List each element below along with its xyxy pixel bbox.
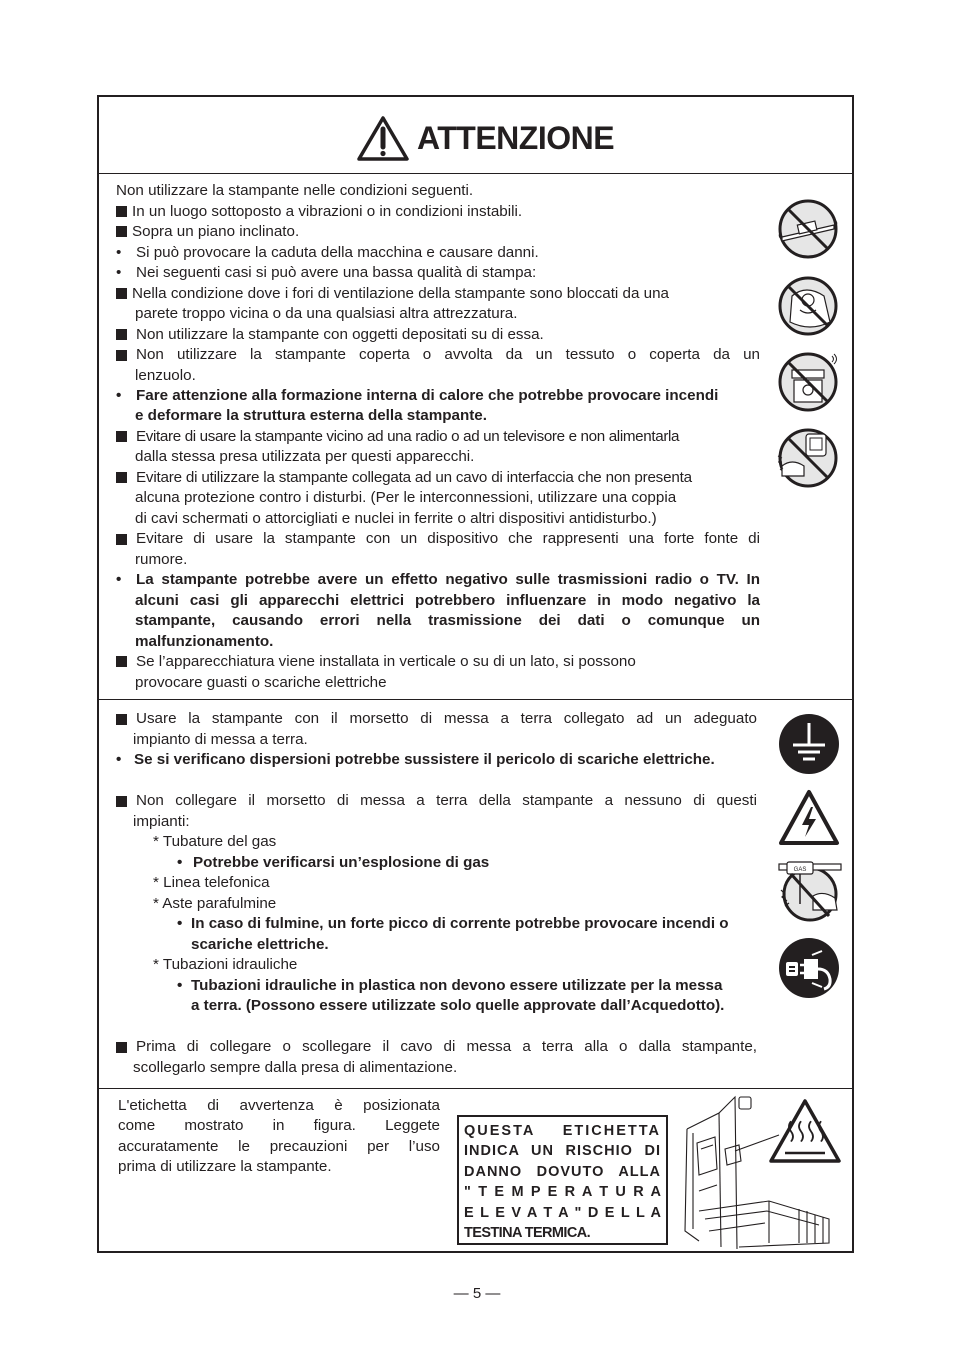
text-line: scollegarlo sempre dalla presa di alimentazione. [133,1059,458,1076]
section-usage-conditions [99,174,852,700]
text-line: lenzuolo. [135,367,196,384]
header [99,97,852,174]
section-grounding [99,700,852,1089]
label-line: QUESTA ETICHETTA [464,1123,661,1139]
text-line: impianto di messa a terra. [133,731,308,748]
warning-triangle-icon [357,115,409,161]
square-bullet-icon [116,796,127,807]
text-line: Nella condizione dove i fori di ventilazione della stampante sono bloccati da una [116,284,669,304]
text-line: In un luogo sottoposto a vibrazioni o in condizioni instabili. [116,202,522,222]
text-line: alcuna protezione contro i disturbi. (Per le interconnessioni, utilizzare una coppia [135,489,677,506]
no-objects-on-printer-icon [776,350,840,414]
text-line: Prima di collegare o scollegare il cavo di messa a terra alla o dalla stampante, [116,1037,757,1057]
text-line: Usare la stampante con il morsetto di messa a terra collegato ad un adeguato [116,709,757,729]
text-line: Non utilizzare la stampante con oggetti depositati su di essa. [116,325,544,345]
text-line: * Linea telefonica [153,874,270,891]
text-line: e deformare la struttura esterna della stampante. [135,407,487,424]
dot-bullet-icon: • [116,244,122,261]
no-covered-vents-icon [776,274,840,338]
dot-bullet-icon: • [116,751,122,768]
page-title: ATTENZIONE [417,119,615,156]
text-line: * Tubazioni idrauliche [153,956,298,973]
square-bullet-icon [116,656,127,667]
square-bullet-icon [116,288,127,299]
square-bullet-icon [116,206,127,217]
text-line: Evitare di usare la stampante con un dispositivo che rappresenti una forte fonte di [116,529,760,549]
dot-bullet-icon: • [177,854,183,871]
dot-bullet-icon: • [177,915,183,932]
text-line: • Potrebbe verificarsi un’esplosione di gas [177,854,490,871]
text-line: • Tubazioni idrauliche in plastica non devono essere utilizzate per la messa [177,977,723,994]
text-line: scariche elettriche. [191,936,329,953]
text-line: come mostrato in figura. Leggete [118,1117,440,1134]
dot-bullet-icon: • [116,264,122,281]
text-line: • Nei seguenti casi si può avere una bassa qualità di stampa: [116,264,537,281]
text-line: prima di utilizzare la stampante. [118,1158,332,1175]
label-line: E L E V A T A " D E L L A [464,1204,661,1221]
caution-frame [97,95,854,1253]
no-radio-tv-nearby-icon [776,426,840,490]
text-line: rumore. [135,551,188,568]
square-bullet-icon [116,431,127,442]
text-line: alcuni casi gli apparecchi elettrici potrebbero influenzare in modo negativo la [135,592,760,609]
square-bullet-icon [116,472,127,483]
text-line: parete troppo vicina o da una qualsiasi altra attrezzatura. [135,305,518,322]
text-line: L'etichetta di avvertenza è posizionata [118,1097,440,1114]
page-number: — 5 — [453,1285,501,1302]
text-line: • In caso di fulmine, un forte picco di corrente potrebbe provocare incendi o [177,915,729,932]
square-bullet-icon [116,329,127,340]
text-line: • Si può provocare la caduta della macchina e causare danni. [116,244,539,261]
text-line: Non utilizzare la stampante coperta o avvolta da un tessuto o coperta da un [116,345,760,365]
text-line: stampante, causando errori nella trasmissione dei dati o comunque un [135,612,760,629]
dot-bullet-icon: • [177,977,183,994]
square-bullet-icon [116,226,127,237]
square-bullet-icon [116,350,127,361]
ground-symbol-icon [778,713,840,775]
square-bullet-icon [116,534,127,545]
text-line: • La stampante potrebbe avere un effetto negativo sulle trasmissioni radio o TV. In [116,571,760,588]
text-line: dalla stessa presa utilizzata per questi apparecchi. [135,448,475,465]
label-line: DANNO DOVUTO ALLA [464,1163,661,1180]
electric-shock-warning-icon [778,789,840,847]
text-line: Se l’apparecchiatura viene installata in verticale o su di un lato, si possono [116,652,636,672]
section-warning-label [99,1089,852,1253]
square-bullet-icon [116,1042,127,1053]
text-line: * Tubature del gas [153,833,277,850]
text-line: Sopra un piano inclinato. [116,222,299,242]
text-line: Evitare di utilizzare la stampante collegata ad un cavo di interfaccia che non presenta [116,468,692,488]
text-line: provocare guasti o scariche elettriche [135,674,387,691]
dot-bullet-icon: • [116,387,122,404]
label-line: INDICA UN RISCHIO DI [464,1143,661,1160]
text-line: malfunzionamento. [135,633,274,650]
text-line: accuratamente le precauzioni per l’uso [118,1138,440,1155]
dot-bullet-icon: • [116,571,122,588]
no-tilted-surface-icon [776,197,840,261]
unplug-power-icon [778,937,840,999]
hot-surface-label-box [457,1115,668,1245]
label-line: TESTINA TERMICA. [464,1225,590,1242]
text-line: Non collegare il morsetto di messa a terra della stampante a nessuno di questi [116,791,757,811]
printer-with-label-illustration [679,1091,847,1249]
square-bullet-icon [116,714,127,725]
text-line: impianti: [133,813,190,830]
gas-label: GAS [793,867,807,873]
text-line: Non utilizzare la stampante nelle condizioni seguenti. [116,182,474,199]
no-gas-pipe-ground-icon [773,860,843,924]
text-line: a terra. (Possono essere utilizzate solo quelle approvate dall’Acquedotto). [191,997,725,1014]
text-line: • Fare attenzione alla formazione interna di calore che potrebbe provocare incendi [116,387,719,404]
text-line: di cavi schermati o attorcigliati e nuclei in ferrite o altri dispositivi antidisturbo.) [135,510,657,527]
text-line: Evitare di usare la stampante vicino ad una radio o ad un televisore e non alimentarla [116,427,679,447]
text-line: • Se si verificano dispersioni potrebbe sussistere il pericolo di scariche elettriche. [116,751,715,768]
title-group [357,115,614,161]
text-line: * Aste parafulmine [153,895,277,912]
label-line: " T E M P E R A T U R A [464,1184,661,1201]
